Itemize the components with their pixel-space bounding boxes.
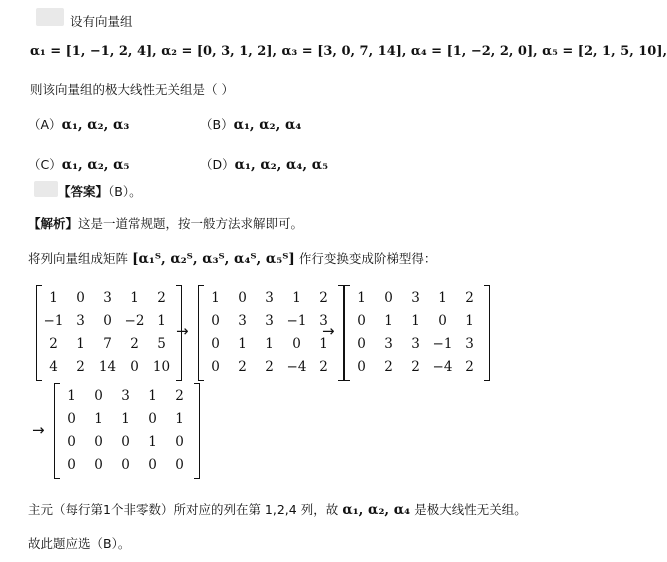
matrix-row xyxy=(40,332,175,355)
matrix-row xyxy=(202,332,337,355)
matrix-cell: 2 xyxy=(465,289,474,306)
matrix-cell: −1 xyxy=(43,312,64,329)
matrix-cell: 3 xyxy=(411,335,420,352)
option-a xyxy=(28,115,129,133)
matrix-row xyxy=(40,286,175,309)
matrix-cell: −1 xyxy=(432,335,453,352)
step1-matrix: [α₁ᵀ, α₂ᵀ, α₃ᵀ, α₄ᵀ, α₅ᵀ] xyxy=(132,251,295,267)
matrix-cell: 1 xyxy=(175,410,184,427)
matrix-cell: 1 xyxy=(319,335,328,352)
matrix-cell: 4 xyxy=(49,358,58,375)
matrix-cell: 0 xyxy=(67,433,76,450)
matrix-cell: 1 xyxy=(438,289,447,306)
analysis-label: 【解析】 xyxy=(28,216,79,231)
matrix-row xyxy=(58,384,193,407)
option-d-label: （D） xyxy=(200,157,235,172)
matrix-row xyxy=(202,309,337,332)
matrix-cell: 0 xyxy=(94,433,103,450)
matrix-cell: 2 xyxy=(76,358,85,375)
matrix-cell: 7 xyxy=(103,335,112,352)
matrix-cell: 1 xyxy=(465,312,474,329)
matrix-cell: 0 xyxy=(103,312,112,329)
matrix-cell: 2 xyxy=(130,335,139,352)
matrix-cell: 0 xyxy=(357,358,366,375)
option-a-text: α₁, α₂, α₃ xyxy=(61,117,130,133)
matrix-cell: −1 xyxy=(286,312,307,329)
matrix-right-bracket xyxy=(194,383,200,479)
matrix-cell: 0 xyxy=(130,358,139,375)
matrix-cell: 1 xyxy=(238,335,247,352)
answer-label: 【答案】 xyxy=(58,184,109,199)
matrix-cell: 1 xyxy=(292,289,301,306)
matrix-row xyxy=(202,286,337,309)
option-d xyxy=(200,155,328,173)
matrix-cell: 2 xyxy=(319,358,328,375)
matrix-cell: 0 xyxy=(211,335,220,352)
matrix-row xyxy=(348,332,483,355)
matrix-cell: 1 xyxy=(157,312,166,329)
option-c xyxy=(28,155,129,173)
matrix-cell: −2 xyxy=(124,312,145,329)
step1-line xyxy=(28,249,436,267)
matrix-row xyxy=(40,355,175,378)
matrix-1 xyxy=(40,286,175,378)
matrix-cell: 1 xyxy=(411,312,420,329)
matrix-cell: 10 xyxy=(152,358,171,375)
problem-intro: 设有向量组 xyxy=(70,14,133,29)
matrix-left-bracket xyxy=(36,285,42,381)
matrix-cell: 0 xyxy=(292,335,301,352)
option-b xyxy=(200,115,301,133)
matrix-cell: 2 xyxy=(175,387,184,404)
matrix-right-bracket xyxy=(484,285,490,381)
option-c-text: α₁, α₂, α₅ xyxy=(61,157,130,173)
step1-post: 作行变换变成阶梯型得： xyxy=(298,251,437,266)
matrix-cell: 1 xyxy=(357,289,366,306)
matrix-left-bracket xyxy=(54,383,60,479)
matrix-cell: 2 xyxy=(465,358,474,375)
answer-line xyxy=(58,182,142,200)
matrix-row xyxy=(202,355,337,378)
redaction-mark-top xyxy=(36,8,64,26)
matrix-cell: −4 xyxy=(286,358,307,375)
matrix-cell: 2 xyxy=(49,335,58,352)
problem-question: 则该向量组的极大线性无关组是（ ） xyxy=(30,82,234,97)
matrix-row xyxy=(348,355,483,378)
matrix-cell: 0 xyxy=(121,456,130,473)
answer-value: （B）。 xyxy=(108,184,142,199)
matrix-cell: 3 xyxy=(121,387,130,404)
matrix-row xyxy=(348,309,483,332)
matrix-cell: 0 xyxy=(67,456,76,473)
matrix-cell: 2 xyxy=(238,358,247,375)
option-b-label: （B） xyxy=(200,117,234,132)
matrix-cell: 2 xyxy=(411,358,420,375)
analysis-line xyxy=(28,214,303,232)
matrix-cell: 14 xyxy=(98,358,117,375)
matrix-cell: 0 xyxy=(357,335,366,352)
matrix-cell: 1 xyxy=(384,312,393,329)
matrix-row xyxy=(58,430,193,453)
analysis-text: 这是一道常规题，按一般方法求解即可。 xyxy=(78,216,304,231)
matrix-cell: 0 xyxy=(67,410,76,427)
matrix-cell: 5 xyxy=(157,335,166,352)
conclusion-vecs: α₁, α₂, α₄ xyxy=(342,502,411,518)
matrix-3 xyxy=(348,286,483,378)
matrix-row xyxy=(348,286,483,309)
matrix-cell: 1 xyxy=(49,289,58,306)
matrix-2 xyxy=(202,286,337,378)
option-b-text: α₁, α₂, α₄ xyxy=(233,117,302,133)
matrix-cell: 3 xyxy=(265,289,274,306)
matrix-row xyxy=(40,309,175,332)
matrix-left-bracket xyxy=(344,285,350,381)
matrix-cell: 1 xyxy=(148,433,157,450)
matrix-cell: 1 xyxy=(211,289,220,306)
matrix-cell: 0 xyxy=(211,312,220,329)
matrix-cell: 3 xyxy=(238,312,247,329)
matrix-cell: 0 xyxy=(211,358,220,375)
matrix-cell: 0 xyxy=(384,289,393,306)
matrix-cell: 0 xyxy=(94,456,103,473)
transform-arrow: → xyxy=(32,421,45,439)
option-a-label: （A） xyxy=(28,117,62,132)
matrix-cell: 0 xyxy=(238,289,247,306)
option-c-label: （C） xyxy=(28,157,62,172)
redaction-mark-answer xyxy=(34,181,58,197)
matrix-cell: 3 xyxy=(103,289,112,306)
matrix-cell: 1 xyxy=(76,335,85,352)
transform-arrow: → xyxy=(176,322,189,340)
matrix-cell: 0 xyxy=(76,289,85,306)
matrix-cell: 1 xyxy=(94,410,103,427)
step1-pre: 将列向量组成矩阵 xyxy=(28,251,129,266)
matrix-cell: 3 xyxy=(465,335,474,352)
matrix-cell: 2 xyxy=(384,358,393,375)
matrix-left-bracket xyxy=(198,285,204,381)
matrix-cell: 0 xyxy=(148,456,157,473)
transform-arrow: → xyxy=(322,322,335,340)
final-answer: 故此题应选（B）。 xyxy=(28,536,131,551)
matrix-cell: 0 xyxy=(148,410,157,427)
option-d-text: α₁, α₂, α₄, α₅ xyxy=(234,157,329,173)
matrix-cell: 1 xyxy=(148,387,157,404)
matrix-cell: 3 xyxy=(265,312,274,329)
conclusion-post: 是极大线性无关组。 xyxy=(414,502,527,517)
matrix-cell: 0 xyxy=(121,433,130,450)
conclusion-line xyxy=(28,500,527,518)
matrix-cell: 2 xyxy=(319,289,328,306)
matrix-4 xyxy=(58,384,193,476)
matrix-cell: 1 xyxy=(265,335,274,352)
matrix-cell: 0 xyxy=(438,312,447,329)
matrix-cell: 0 xyxy=(175,456,184,473)
problem-vectors: α₁ = [1, −1, 2, 4], α₂ = [0, 3, 1, 2], α₃ = [3, 0, 7, 14], α₄ = [1, −2, 2, 0], α₅ = [2, 1, 5, 10], xyxy=(30,44,667,59)
matrix-cell: 3 xyxy=(319,312,328,329)
matrix-cell: 3 xyxy=(384,335,393,352)
matrix-cell: 3 xyxy=(411,289,420,306)
matrix-cell: 3 xyxy=(76,312,85,329)
matrix-row xyxy=(58,453,193,476)
conclusion-pre: 主元（每行第1个非零数）所对应的列在第 1,2,4 列，故 xyxy=(28,502,339,517)
matrix-cell: 1 xyxy=(121,410,130,427)
matrix-cell: −4 xyxy=(432,358,453,375)
matrix-cell: 0 xyxy=(357,312,366,329)
matrix-cell: 2 xyxy=(265,358,274,375)
matrix-cell: 2 xyxy=(157,289,166,306)
matrix-cell: 0 xyxy=(175,433,184,450)
matrix-cell: 1 xyxy=(130,289,139,306)
matrix-cell: 1 xyxy=(67,387,76,404)
matrix-row xyxy=(58,407,193,430)
matrix-cell: 0 xyxy=(94,387,103,404)
